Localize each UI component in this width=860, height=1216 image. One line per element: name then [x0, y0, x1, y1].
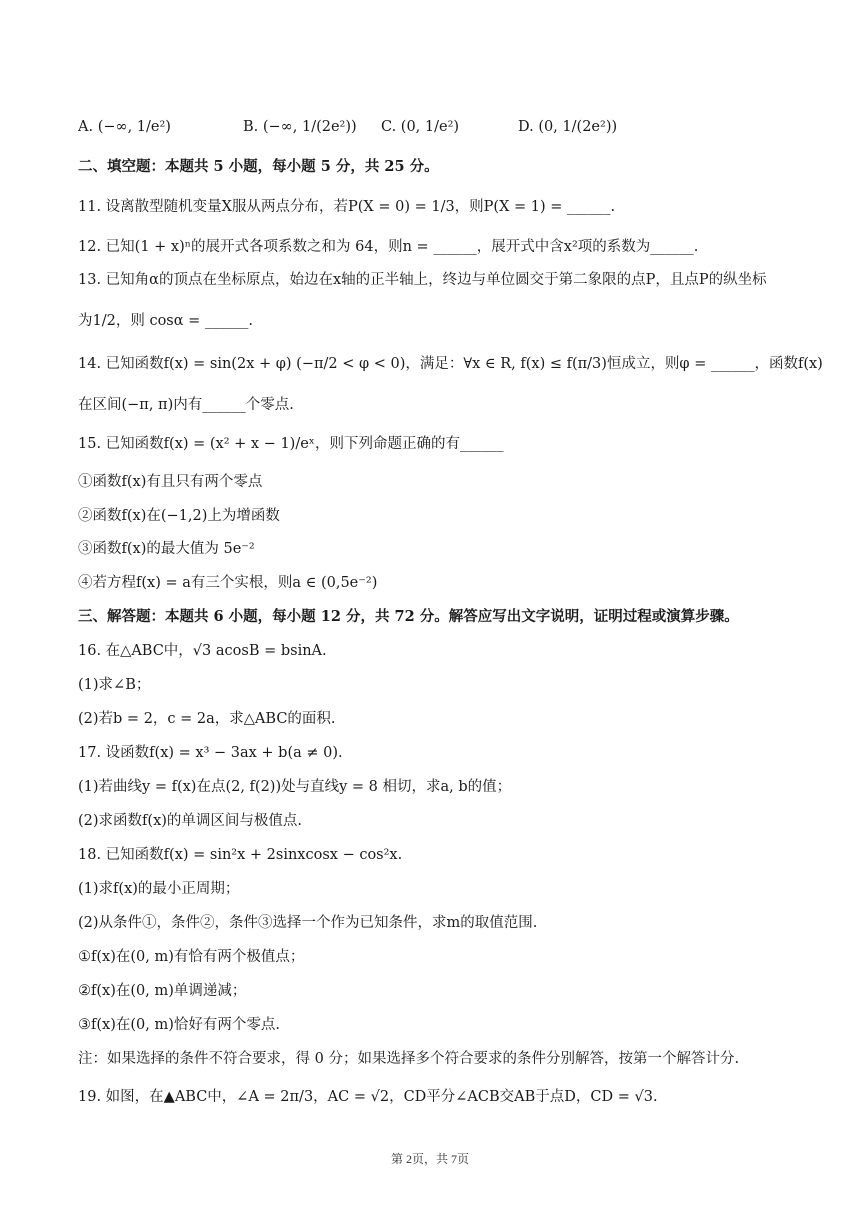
question-14-line1: 14. 已知函数f(x) = sin(2x + φ) (−π/2 < φ < 0)，满足：∀x ∈ R, f(x) ≤ f(π/3)恒成立，则φ = ______，函数f(x)	[78, 356, 823, 372]
question-15-stem: 15. 已知函数f(x) = (x² + x − 1)/eˣ，则下列命题正确的有______	[78, 436, 504, 452]
option-c: C. (0, 1/e²)	[381, 119, 460, 135]
question-16-part-1: (1)求∠B；	[78, 677, 151, 693]
question-18-condition-2: ②f(x)在(0, m)单调递减；	[78, 983, 247, 999]
question-17-part-2: (2)求函数f(x)的单调区间与极值点.	[78, 813, 303, 829]
section2-heading: 二、填空题：本题共 5 小题，每小题 5 分，共 25 分。	[78, 158, 439, 175]
option-a: A. (−∞, 1/e²)	[78, 119, 171, 135]
question-18-condition-3: ③f(x)在(0, m)恰好有两个零点.	[78, 1017, 280, 1033]
question-11: 11. 设离散型随机变量X服从两点分布，若P(X = 0) = 1/3，则P(X = 1) = ______.	[78, 199, 616, 215]
question-18-part-1: (1)求f(x)的最小正周期；	[78, 881, 240, 897]
question-17-part-1: (1)若曲线y = f(x)在点(2, f(2))处与直线y = 8 相切，求a, b的值；	[78, 779, 512, 795]
question-15-item-1: ①函数f(x)有且只有两个零点	[78, 474, 263, 490]
option-b: B. (−∞, 1/(2e²))	[243, 119, 357, 135]
option-d: D. (0, 1/(2e²))	[518, 119, 618, 135]
question-16-stem: 16. 在△ABC中，√3 acosB = bsinA.	[78, 643, 327, 659]
section3-heading: 三、解答题：本题共 6 小题，每小题 12 分，共 72 分。解答应写出文字说明，证明过程或演算步骤。	[78, 608, 739, 625]
question-17-stem: 17. 设函数f(x) = x³ − 3ax + b(a ≠ 0).	[78, 745, 343, 761]
question-18-note: 注：如果选择的条件不符合要求，得 0 分；如果选择多个符合要求的条件分别解答，按第一个解答计分.	[78, 1051, 740, 1067]
question-15-item-2: ②函数f(x)在(−1,2)上为增函数	[78, 508, 280, 524]
question-18-stem: 18. 已知函数f(x) = sin²x + 2sinxcosx − cos²x.	[78, 847, 403, 863]
question-15-item-3: ③函数f(x)的最大值为 5e⁻²	[78, 541, 255, 557]
question-18-part-2: (2)从条件①，条件②，条件③选择一个作为已知条件，求m的取值范围.	[78, 915, 538, 931]
question-13-line2: 为1/2，则 cosα = ______.	[78, 313, 254, 329]
question-14-line2: 在区间(−π, π)内有______个零点.	[78, 397, 294, 413]
question-19-stem: 19. 如图，在▲ABC中，∠A = 2π/3，AC = √2，CD平分∠ACB交AB于点D，CD = √3.	[78, 1089, 658, 1105]
choice-options-row	[78, 117, 790, 137]
question-15-item-4: ④若方程f(x) = a有三个实根，则a ∈ (0,5e⁻²)	[78, 575, 378, 591]
page-footer: 第 2页，共 7页	[390, 1152, 469, 1166]
question-16-part-2: (2)若b = 2，c = 2a，求△ABC的面积.	[78, 711, 336, 727]
question-13-line1: 13. 已知角α的顶点在坐标原点，始边在x轴的正半轴上，终边与单位圆交于第二象限的点P，且点P的纵坐标	[78, 272, 767, 288]
question-18-condition-1: ①f(x)在(0, m)有恰有两个极值点；	[78, 949, 305, 965]
question-12: 12. 已知(1 + x)ⁿ的展开式各项系数之和为 64，则n = ______，展开式中含x²项的系数为______.	[78, 239, 699, 255]
